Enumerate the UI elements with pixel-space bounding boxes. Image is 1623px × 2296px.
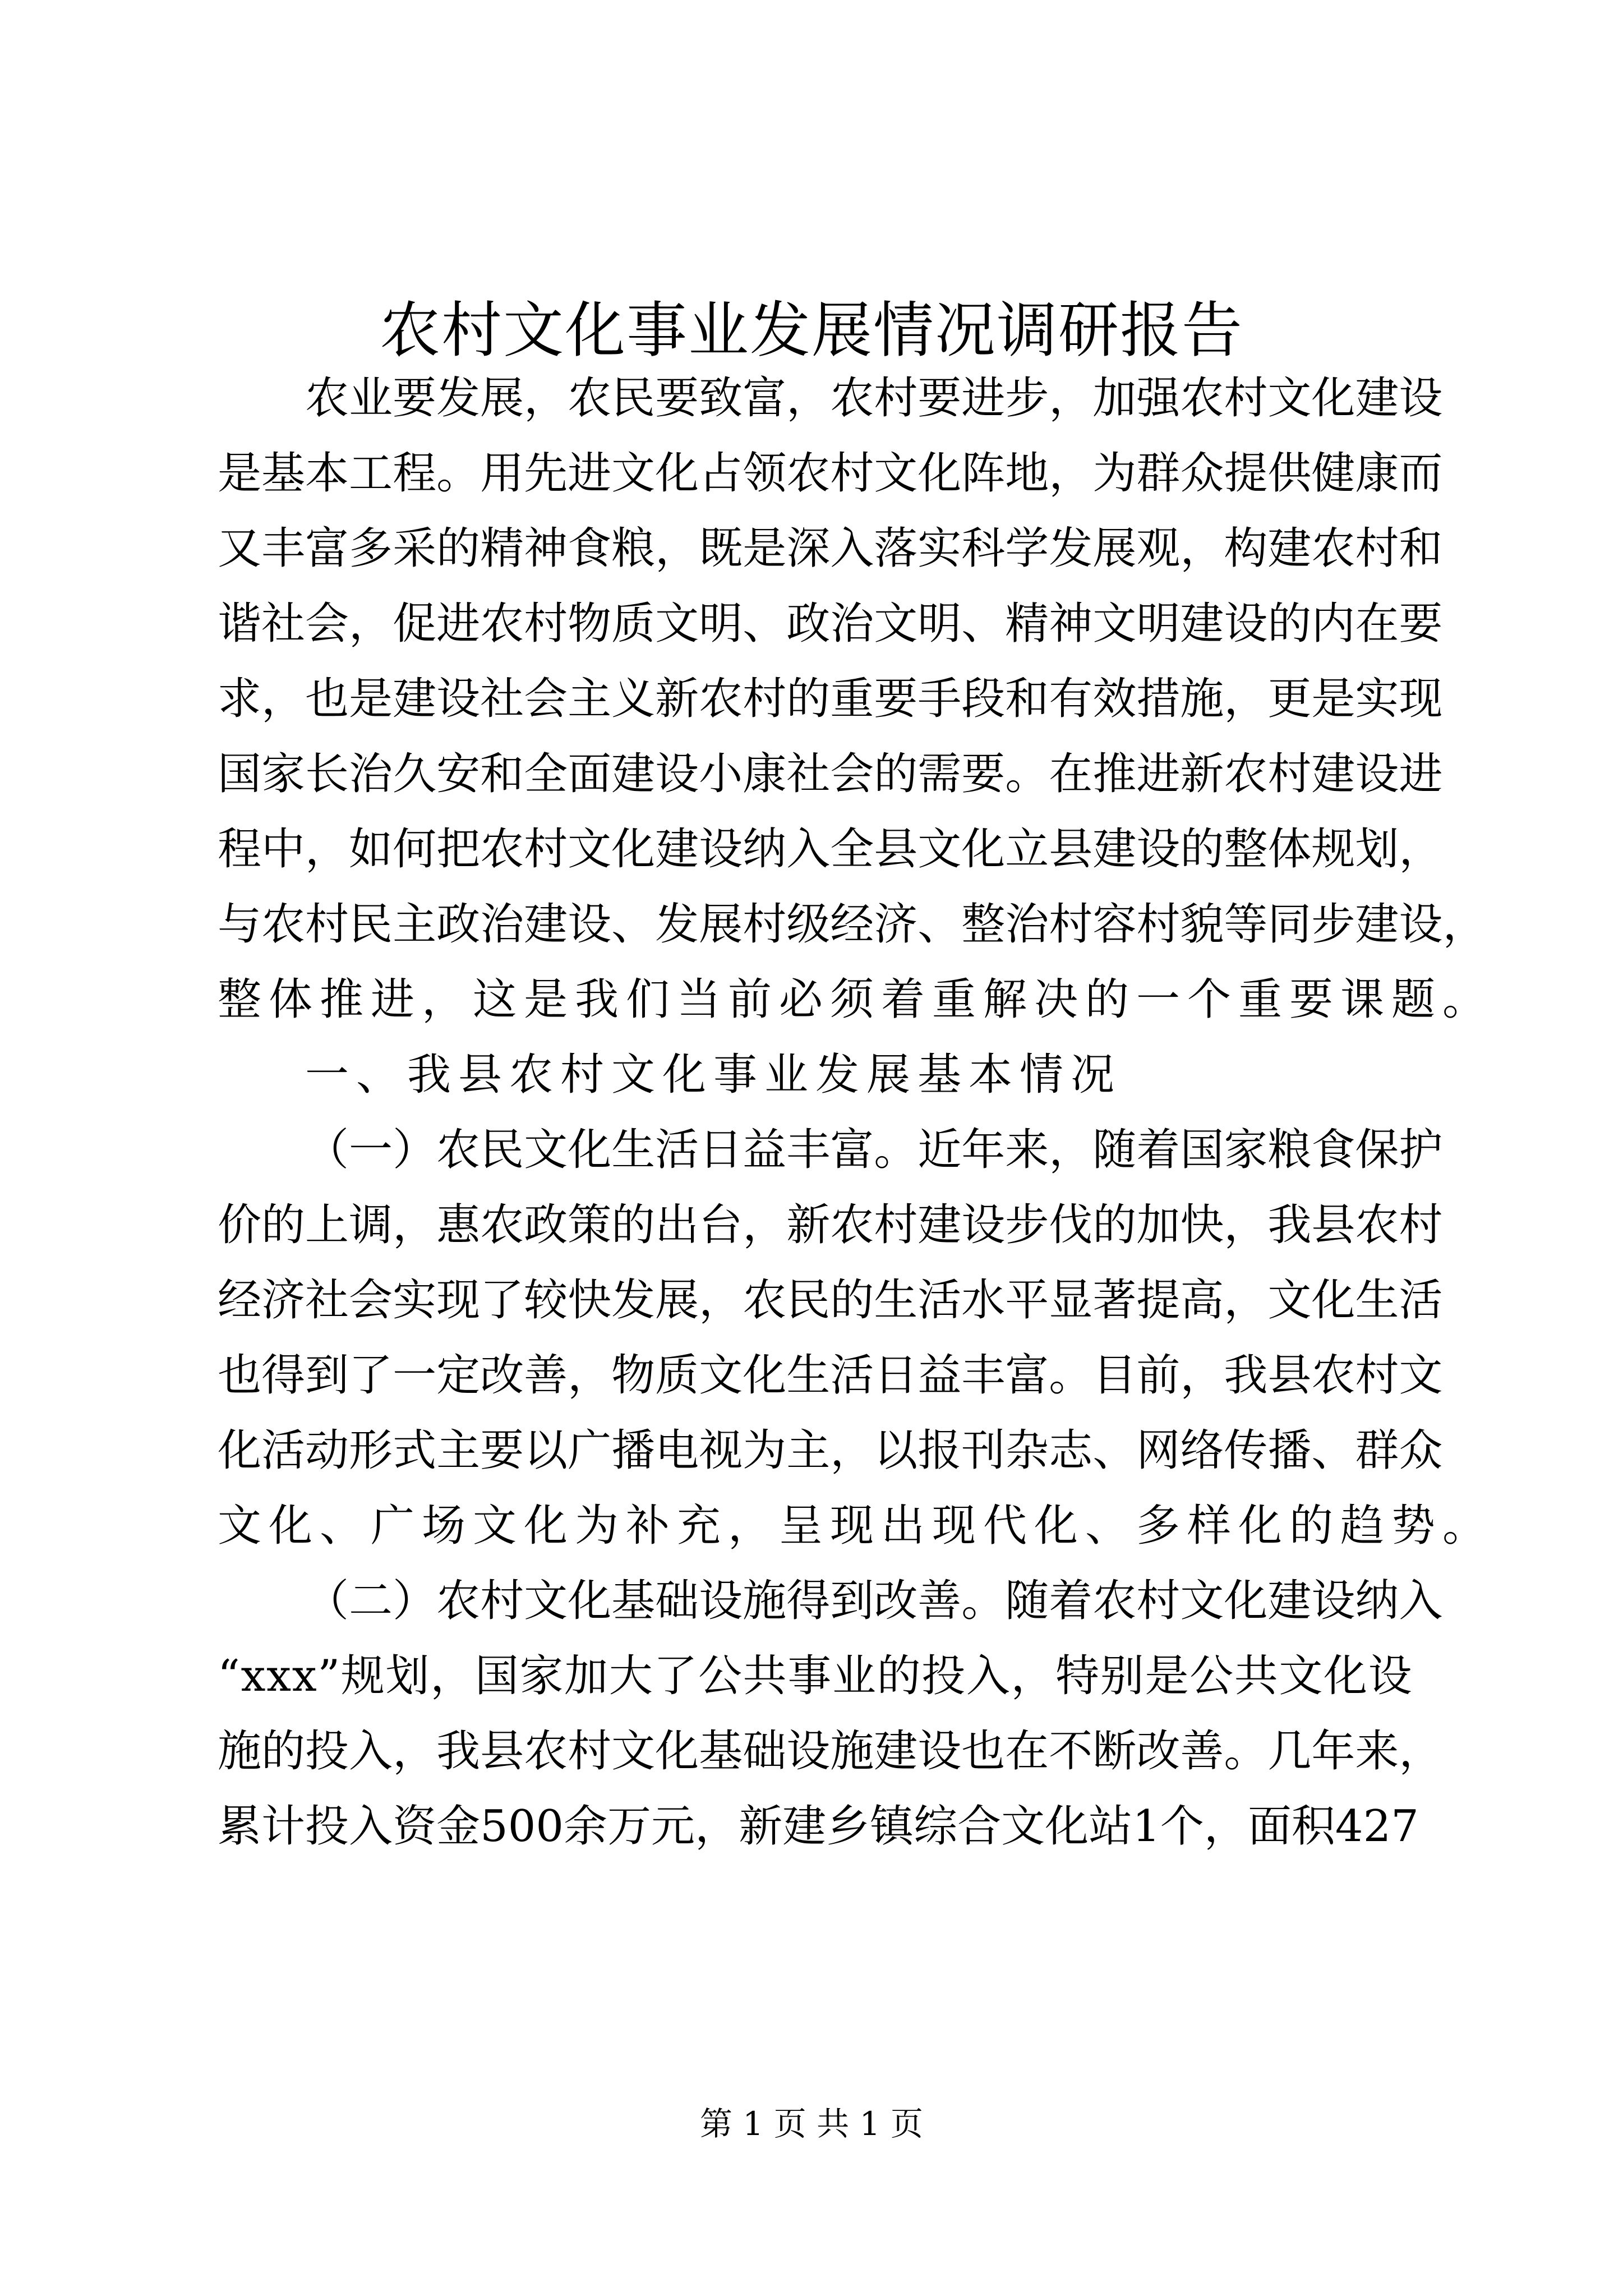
paragraph-line: 也 得 到 了 一 定 改 善 ， 物 质 文 化 生 活 日 益 丰 富 。 目 前 ， 我 县 农 村 文 xyxy=(218,1350,1443,1401)
paragraph-line: 整体推进，这是我们当前必须着重解决的一个重要课题。 xyxy=(218,974,1494,1025)
document-title: 农村文化事业发展情况调研报告 xyxy=(379,296,1243,366)
paragraph-line: 国 家 长 治 久 安 和 全 面 建 设 小 康 社 会 的 需 要 。 在 推 进 新 农 村 建 设 进 xyxy=(218,749,1443,799)
paragraph-line: “ x x x ” 规 划 ， 国 家 加 大 了 公 共 事 业 的 投 入 ， 特 别 是 公 共 文 化 设 xyxy=(218,1651,1412,1701)
section-heading: 一、我县农村文化事业发展基本情况 xyxy=(305,1050,1122,1100)
paragraph-line: 累 计 投 入 资 金 5 0 0 余 万 元 ， 新 建 乡 镇 综 合 文 化 站 1 个 ， 面 积 4 2 7 xyxy=(218,1801,1419,1852)
paragraph-line: 求 ， 也 是 建 设 社 会 主 义 新 农 村 的 重 要 手 段 和 有 效 措 施 ， 更 是 实 现 xyxy=(218,674,1443,724)
paragraph-line: 农 业 要 发 展 ， 农 民 要 致 富 ， 农 村 要 进 步 ， 加 强 农 村 文 化 建 设 xyxy=(305,373,1443,424)
paragraph-line: 价 的 上 调 ， 惠 农 政 策 的 出 台 ， 新 农 村 建 设 步 伐 的 加 快 ， 我 县 农 村 xyxy=(218,1200,1443,1250)
paragraph-line: 施 的 投 入 ， 我 县 农 村 文 化 基 础 设 施 建 设 也 在 不 断 改 善 。 几 年 来 ， xyxy=(218,1726,1443,1777)
paragraph-line: （ 二 ） 农 村 文 化 基 础 设 施 得 到 改 善 。 随 着 农 村 文 化 建 设 纳 入 xyxy=(305,1576,1443,1626)
paragraph-line: 文化、广场文化为补充，呈现出现代化、多样化的趋势。 xyxy=(218,1501,1494,1551)
paragraph-line: 是 基 本 工 程 。 用 先 进 文 化 占 领 农 村 文 化 阵 地 ， 为 群 众 提 供 健 康 而 xyxy=(218,448,1443,499)
paragraph-line: 又 丰 富 多 采 的 精 神 食 粮 ， 既 是 深 入 落 实 科 学 发 展 观 ， 构 建 农 村 和 xyxy=(218,523,1443,574)
paragraph-line: 化 活 动 形 式 主 要 以 广 播 电 视 为 主 ， 以 报 刊 杂 志 、 网 络 传 播 、 群 众 xyxy=(218,1425,1443,1476)
paragraph-line: 程 中 ， 如 何 把 农 村 文 化 建 设 纳 入 全 县 文 化 立 县 建 设 的 整 体 规 划 ， xyxy=(218,824,1443,875)
paragraph-line: （ 一 ） 农 民 文 化 生 活 日 益 丰 富 。 近 年 来 ， 随 着 国 家 粮 食 保 护 xyxy=(305,1125,1443,1175)
paragraph-line: 谐 社 会 ， 促 进 农 村 物 质 文 明 、 政 治 文 明 、 精 神 文 明 建 设 的 内 在 要 xyxy=(218,599,1443,649)
paragraph-line: 经 济 社 会 实 现 了 较 快 发 展 ， 农 民 的 生 活 水 平 显 著 提 高 ， 文 化 生 活 xyxy=(218,1275,1443,1326)
page-number-footer: 第 1 页 共 1 页 xyxy=(700,2105,923,2143)
paragraph-line: 与 农 村 民 主 政 治 建 设 、 发 展 村 级 经 济 、 整 治 村 容 村 貌 等 同 步 建 设 ， xyxy=(218,899,1487,950)
